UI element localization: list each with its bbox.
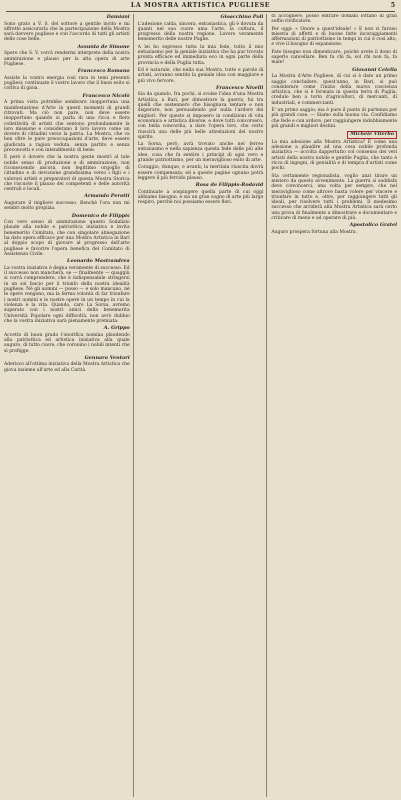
letter-text: La mia adesione alla Mostra Artistica? È come una adesione a plaudire ad una cosa nobile profonda iniziativa — accolta dappertutto col consenso dei veri artisti della nostra nobile e gentile Puglia, che tanto è ricca di ingegni, di genialità e di tempra d'artisti come pochi.: [271, 139, 398, 172]
letter-entry: [4, 45, 130, 67]
column-2: [138, 14, 268, 797]
letter-text: A lei ho espresso tutta la mia fede, tutto il mio entusiasmo per la geniale iniziativa che ha pur trovato pronta efficace ed immediata eco in ogni parte della provincia e della Puglia tutta.: [137, 44, 264, 66]
letter-entry: [4, 214, 130, 258]
letter-text: Sono grato a V. S. del sottore a gentile invito e mi affretto assicurarla che la partecipazione della Mostra sarà davvero pugliese e con l'accordo di tutti gli artisti delle cose belle.: [4, 21, 130, 43]
letter-text: La vostra iniziativa è degna veramente di successo. Ed il successo non mancherà, se — finalmente — quaggiù si vorrà comprendere, che è indispensabile stringersi in un sol fascio per il trionfo della nostra idealità pugliese. Nè gli uomini — posso — e solo mancano, nè le opere vengono, ma la ferma volontà di far trionfare i nostri uomini e le nostre opere in un tempo in cui la violenza è la vita. Quando, caro La Sorsa, avremo superato con i nostri amici della benemerita Università Popolare ogni difficoltà, non avrò dubbio che la vostra iniziativa sarà pienamente premiata.: [4, 265, 130, 324]
letter-entry: [4, 155, 130, 192]
letter-text: Coraggio, dunque, e avanti; la meritata riuscita dovrà essere compensata; ed a queste pagine ognuno potrà leggere il più fervido plauso.: [137, 165, 264, 181]
letter-text: Accetto di buon grado l'onorifica nomina plaudendo alla patriottica ed artistica iniziativa alla quale auguro, di tutto cuore, che coronino i nobili intenti che si prefigge.: [4, 332, 130, 354]
letter-entry: [4, 94, 130, 154]
letter-text: Ed è naturale, che nella sua Mostra, tutte e parole di artisti, avranno sentito la geniale idea con maggiore e più vivo fervore.: [137, 67, 264, 84]
letter-entry: [271, 27, 397, 48]
author-signature: Francesco Nivelli: [216, 84, 264, 91]
author-signature: Damiani: [106, 14, 130, 20]
letter-entry: [138, 68, 264, 84]
letter-entry: [271, 174, 397, 222]
letter-entry: [271, 50, 397, 66]
author-signature: [271, 131, 397, 139]
letter-text: Con vero senso di ammirazione questo Sodalizio plaude alla nobile e patriottica iniziativa e invita benemerito Comitato, che con singolare abnegazione ha dato opera efficace per una Mostra Artistica in Bari al doppio scopo di giovare al progresso dell'arte pugliese e favorire l'opera benefica del Comitato di Assistenza Civile.: [4, 220, 130, 257]
letter-entry: [138, 86, 264, 140]
letter-entry: [4, 69, 130, 91]
author-signature: Domenico de Filippis: [71, 212, 130, 219]
author-signature: A. Grippo: [103, 325, 130, 332]
column-3: [271, 14, 397, 797]
letter-entry: [138, 165, 264, 181]
highlighted-signature: Michele Viterbo: [347, 131, 397, 139]
letter-text: L'adesione calda, sincera, entusiastica, gli è dovuta da quanti nel suo cuore ama l'arte, la cultura, il progresso della nostra regione. Lavoro veramente benemerito delle nostre Puglie.: [137, 21, 264, 43]
letter-entry: [138, 15, 264, 43]
letter-entry: [4, 194, 130, 211]
letter-text: di accogliere, posso entrare domani lottano di gran soffio rivificatore.: [271, 14, 398, 25]
page-number: 5: [390, 2, 395, 9]
letter-entry: [4, 356, 130, 373]
letter-text: E però è dovere che la nostra gente mostri al tale nobile senso di produzione e di ammirazione, non riconoscendo ancora, non legittimo orgoglio di cittadino e di devozione grandissima verso i figli e i valorosi artisti e preparatori di questa Mostra Storica che riscuote il plauso dei competenti e delle autorità centrali e locali.: [4, 155, 130, 193]
author-signature: Gennaro Ventori: [84, 354, 130, 361]
letter-text: Spero che S. V. vorrà rendermi interprete della nostra ammirazione e plauso per la alta opera di arte Pugliese.: [4, 51, 130, 67]
author-signature: Rosa de Filippis-Rodavid: [195, 182, 264, 189]
author-signature: Francesco Nicolò: [82, 92, 130, 99]
letter-text: A prima vista potrebbe sembrare inopportuna una manifestazione d'Arte in questi momenti di grandi ritrovati. Ma ciò non pare, non deve essere inopportuno quando si parla di una ricca e fiera collettività di artisti che sentono profondamente la loro missione e considerano il loro lavoro come un dovere di cittadini verso la patria. La Mostra, che va ben oltre le pure preoccupazioni d'arte, deve essere giudicata a ragion veduta, senza partito e senza preconcetti e con intendimento di bene.: [4, 100, 130, 154]
letter-entry: [138, 183, 264, 205]
letter-text: Aderisco all'ottima iniziativa della Mostra Artistica che giova insieme all'arte ed alla Carità.: [4, 362, 130, 373]
page-title: LA MOSTRA ARTISTICA PUGLIESE: [130, 2, 271, 9]
letter-text: Fate bisogno non dimenticare, poichè avete il dono di saperlo cancellare. Ben fa chi fa, sol chi non fa, fa male!: [271, 49, 398, 66]
letter-text: Per oggi: « Onore a quest'ideale! » E non vi furono miseria di affetti e di buone fatte incoraggiamenti affermazioni di patriottismo in tempi in cui è così alto, e vive il bisogno di espansione.: [271, 26, 398, 48]
letter-entry: [271, 68, 397, 106]
letter-text: Continuate a sospingere quella parte di cui oggi abbiamo bisogno, e sia un gran sogno di arte più largo respiro, perchè noi possiamo essere fieri.: [137, 189, 264, 206]
text-columns: [4, 14, 397, 797]
author-signature: Francesco Romano: [77, 68, 130, 75]
author-signature: Assunta de Simone: [77, 43, 130, 50]
letter-text: E' un primo saggio; ma è pure il punto di partenza per più grandi cose. — Siamo sulla buona via. Confidiamo che fede e con ardore, per raggiungere indubbiamente più grandi e migliori destini.: [271, 108, 398, 129]
letter-entry: [271, 223, 397, 235]
letter-entry: [271, 108, 397, 129]
letter-entry: [271, 14, 397, 25]
author-signature: Leonardo Mastrandrea: [67, 258, 130, 265]
letter-text: Assiste la vostra energia così rara in temi presenti pugliesi; continuate il vostro lavoro che il buon esito si coltiva di gioia.: [4, 75, 130, 92]
letter-entry: [4, 326, 130, 354]
author-signature: Giovanni Celella: [352, 66, 398, 73]
letter-entry: [138, 45, 264, 66]
letter-text: Sia da quando, fra pochi, si svolse l'idea d'una Mostra Artistica, a Bari, per dimostrare la guerra, fui tra quelli che sostennero che bisognava tentare e non disperare, non persuadendo per nulla l'ardore dei migliori. Per questo si imposero in condizioni di vita economica e artistica diverse, e dove tutti concorsero, con bella concordia, a dare l'opera loro, che certo riuscirà una delle più belle attestazioni del nostro spirito.: [137, 92, 264, 140]
letter-entry: [4, 259, 130, 324]
author-signature: Gioacchino Poli: [220, 14, 264, 20]
author-signature: Armando Perotti: [84, 193, 130, 200]
letter-entry: [271, 131, 397, 171]
letter-text: La Sorsa, però, avrà trovato anche nel ferreo entusiasmo e nella sapienza questa fede delle più alte idee, cosa che fa sentire i principi di ogni vero e grande patriottismo, per un meraviglioso esito di arte.: [137, 142, 264, 164]
page-header: [6, 2, 395, 12]
letter-text: Augurare il migliore successo. Benchè l'ora non mi sembri molto propizia.: [4, 200, 130, 212]
letter-entry: [4, 15, 130, 43]
letter-text: Sta certamente regionalista, voglio anzi tirare un mistero da questo avvenimento. La guerra si soddisfa deve convincerci, una volta per sempre, che nel meraviglioso come altrove basta volere per vincere e trionfare in tutto e, oltre, per raggiungere tutti gli ideali, per risolvere tutti i problemi. Il medesimo successo che arriderà alla Mostra Artistica sarà certo una prova di finalmente a dimostrare e documentare e criticare di meno e ad operare di più.: [271, 173, 398, 221]
letter-entry: [138, 142, 264, 163]
author-signature: Apostolico Gratel: [349, 222, 398, 229]
column-1: [4, 14, 134, 797]
letter-text: Auguro prospera fortuna alla Mostra.: [271, 229, 358, 235]
letter-text: La Mostra d'Arte Pugliese, di cui si è dato un primo saggio concludere, quest'anno, in Bari, si può considerare come l'inizio della nuova coscienza artistica, che si è formata in questa terra di Puglia, credulo ben a torto d'agricoltori, di mercanti, di industriali, e commercianti.: [271, 74, 398, 106]
